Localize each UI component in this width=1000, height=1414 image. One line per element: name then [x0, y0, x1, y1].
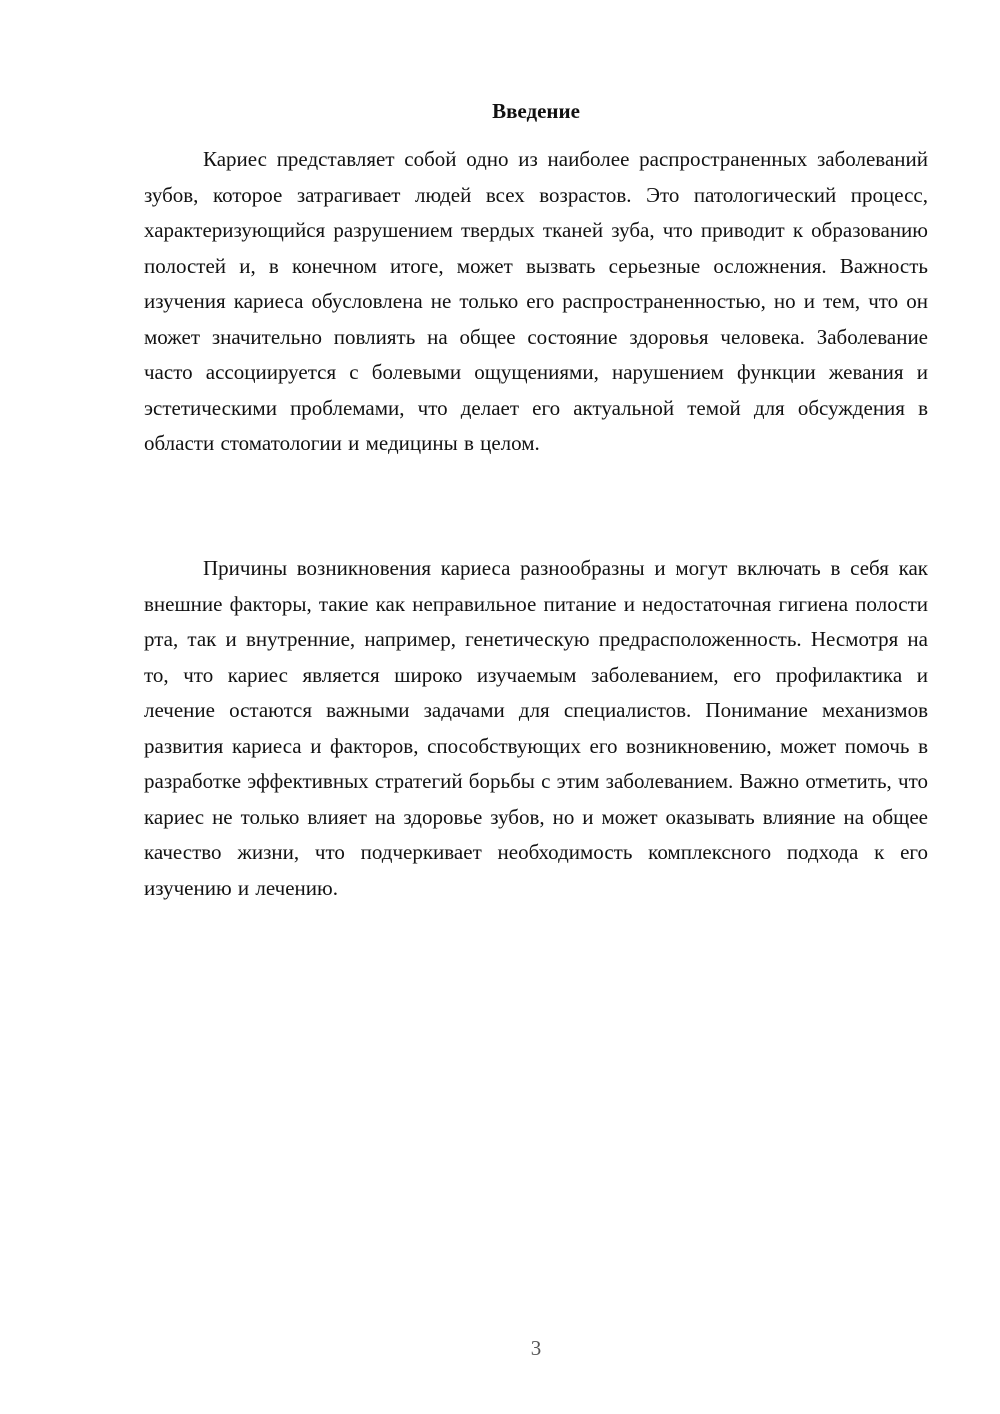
page-title: Введение — [492, 99, 580, 123]
paragraph-causes: Причины возникновения кариеса разнообразны и могут включать в себя как внешние факторы, такие как неправильное питание и недостаточная гигиена полости рта, так и внутренние, например, генетическую предрасположенность. Несмотря на то, что кариес является широко изучаемым заболеванием, его профилактика и лечение остаются важными задачами для специалистов. Понимание механизмов развития кариеса и факторов, способствующих его возникновению, может помочь в разработке эффективных стратегий борьбы с этим заболеванием. Важно отметить, что кариес не только влияет на здоровье зубов, но и может оказывать влияние на общее качество жизни, что подчеркивает необходимость комплексного подхода к его изучению и лечению. — [144, 556, 928, 900]
paragraph-intro: Кариес представляет собой одно из наиболее распространенных заболеваний зубов, которое затрагивает людей всех возрастов. Это патологический процесс, характеризующийся разрушением твердых тканей зуба, что приводит к образованию полостей и, в конечном итоге, может вызвать серьезные осложнения. Важность изучения кариеса обусловлена не только его распространенностью, но и тем, что он может значительно повлиять на общее состояние здоровья человека. Заболевание часто ассоциируется с болевыми ощущениями, нарушением функции жевания и эстетическими проблемами, что делает его актуальной темой для обсуждения в области стоматологии и медицины в целом. — [144, 147, 928, 455]
page-number: 3 — [530, 1336, 542, 1360]
